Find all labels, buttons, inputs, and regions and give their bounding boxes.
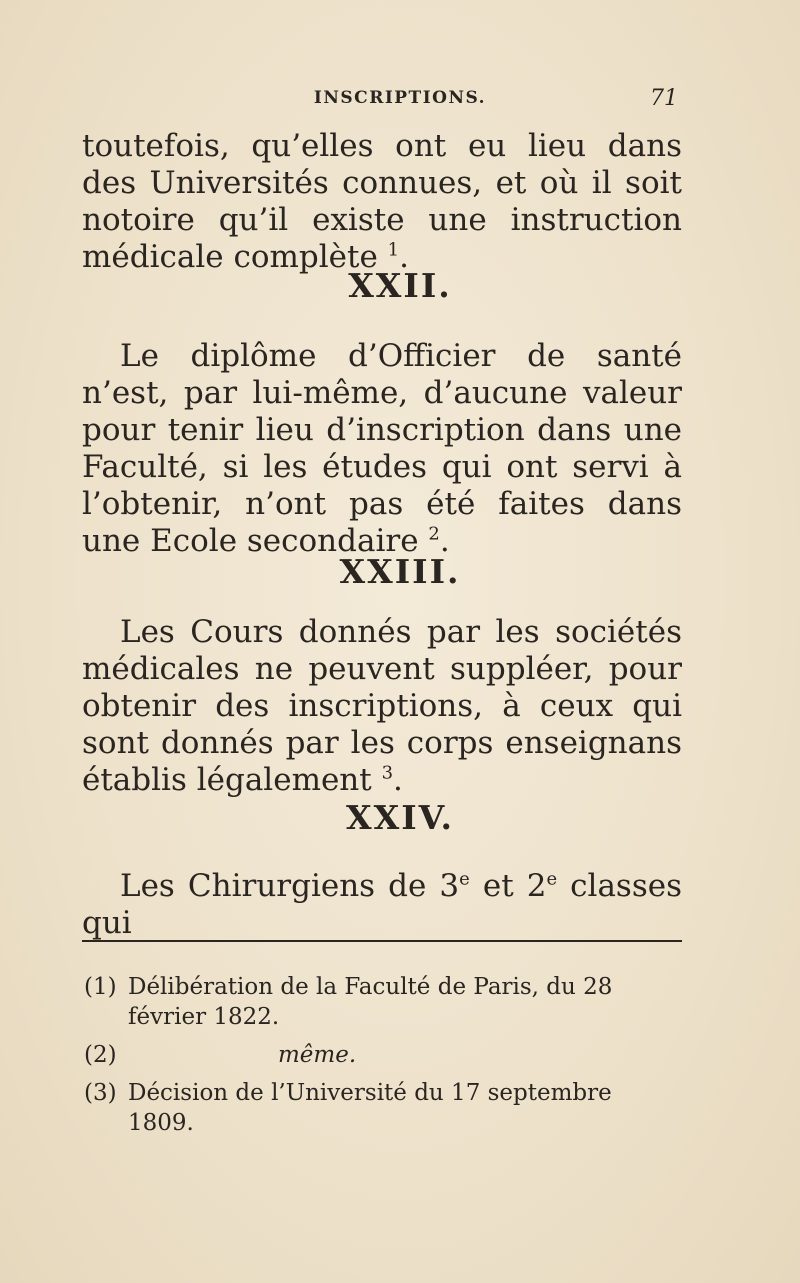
footnote-number: (1) bbox=[84, 974, 117, 1000]
footnote-ref: 3 bbox=[381, 762, 394, 784]
footnote-text: Délibération de la Faculté de Paris, du 28 bbox=[128, 974, 613, 1000]
paragraph-text: Le diplôme d’Officier de santé n’est, par lui-même, d’aucune valeur pour tenir lieu d’inscription dans une Faculté, si les études qui ont servi à l’obtenir, n’ont pas été faites dans une Ecole secondaire bbox=[82, 338, 682, 559]
footnote-text-cont: février 1822. bbox=[128, 1004, 280, 1030]
footnote-number: (3) bbox=[84, 1080, 117, 1106]
footnote-text: Décision de l’Université du 17 septembre bbox=[128, 1080, 612, 1106]
footnote-number: (2) bbox=[84, 1042, 117, 1068]
paragraph-text: Les Cours donnés par les sociétés médicales ne peuvent suppléer, pour obtenir des inscriptions, à ceux qui sont donnés par les corps enseignans établis légalement bbox=[82, 614, 682, 798]
paragraph-xxiii: Les Cours donnés par les sociétés médicales ne peuvent suppléer, pour obtenir des inscriptions, à ceux qui sont donnés par les corps enseignans établis légalement $^3$. bbox=[82, 614, 682, 798]
footnote-rule bbox=[82, 940, 682, 942]
running-header: INSCRIPTIONS. bbox=[313, 88, 487, 108]
paragraph-text: toutefois, qu’elles ont eu lieu dans des Universités connues, et où il soit notoire qu’il existe une instruction médicale complète bbox=[82, 128, 682, 275]
footnote-1 bbox=[84, 972, 684, 1032]
footnote-3 bbox=[84, 1078, 684, 1138]
footnote-2 bbox=[84, 1040, 684, 1070]
paragraph-xxii: Le diplôme d’Officier de santé n’est, par lui-même, d’aucune valeur pour tenir lieu d’inscription dans une Faculté, si les études qui ont servi à l’obtenir, n’ont pas été faites dans une Ecole secondaire $^2$. bbox=[82, 338, 682, 559]
footnote-text: même. bbox=[278, 1042, 357, 1068]
footnote-text-cont: 1809. bbox=[128, 1110, 194, 1136]
paragraph-xxiv: Les Chirurgiens de 3e et 2e classes qui bbox=[82, 868, 683, 941]
footnote-ref: 1 bbox=[387, 239, 400, 261]
paragraph-continuation: toutefois, qu’elles ont eu lieu dans des Universités connues, et où il soit notoire qu’il existe une instruction médicale complète $^1$. bbox=[82, 128, 682, 275]
section-heading-xxiv: XXIV. bbox=[346, 798, 454, 837]
section-heading-xxiii: XXIII. bbox=[339, 552, 461, 591]
section-heading-xxii: XXII. bbox=[348, 266, 452, 305]
footnote-ref: 2 bbox=[428, 523, 440, 545]
page-number: 71 bbox=[650, 86, 678, 111]
